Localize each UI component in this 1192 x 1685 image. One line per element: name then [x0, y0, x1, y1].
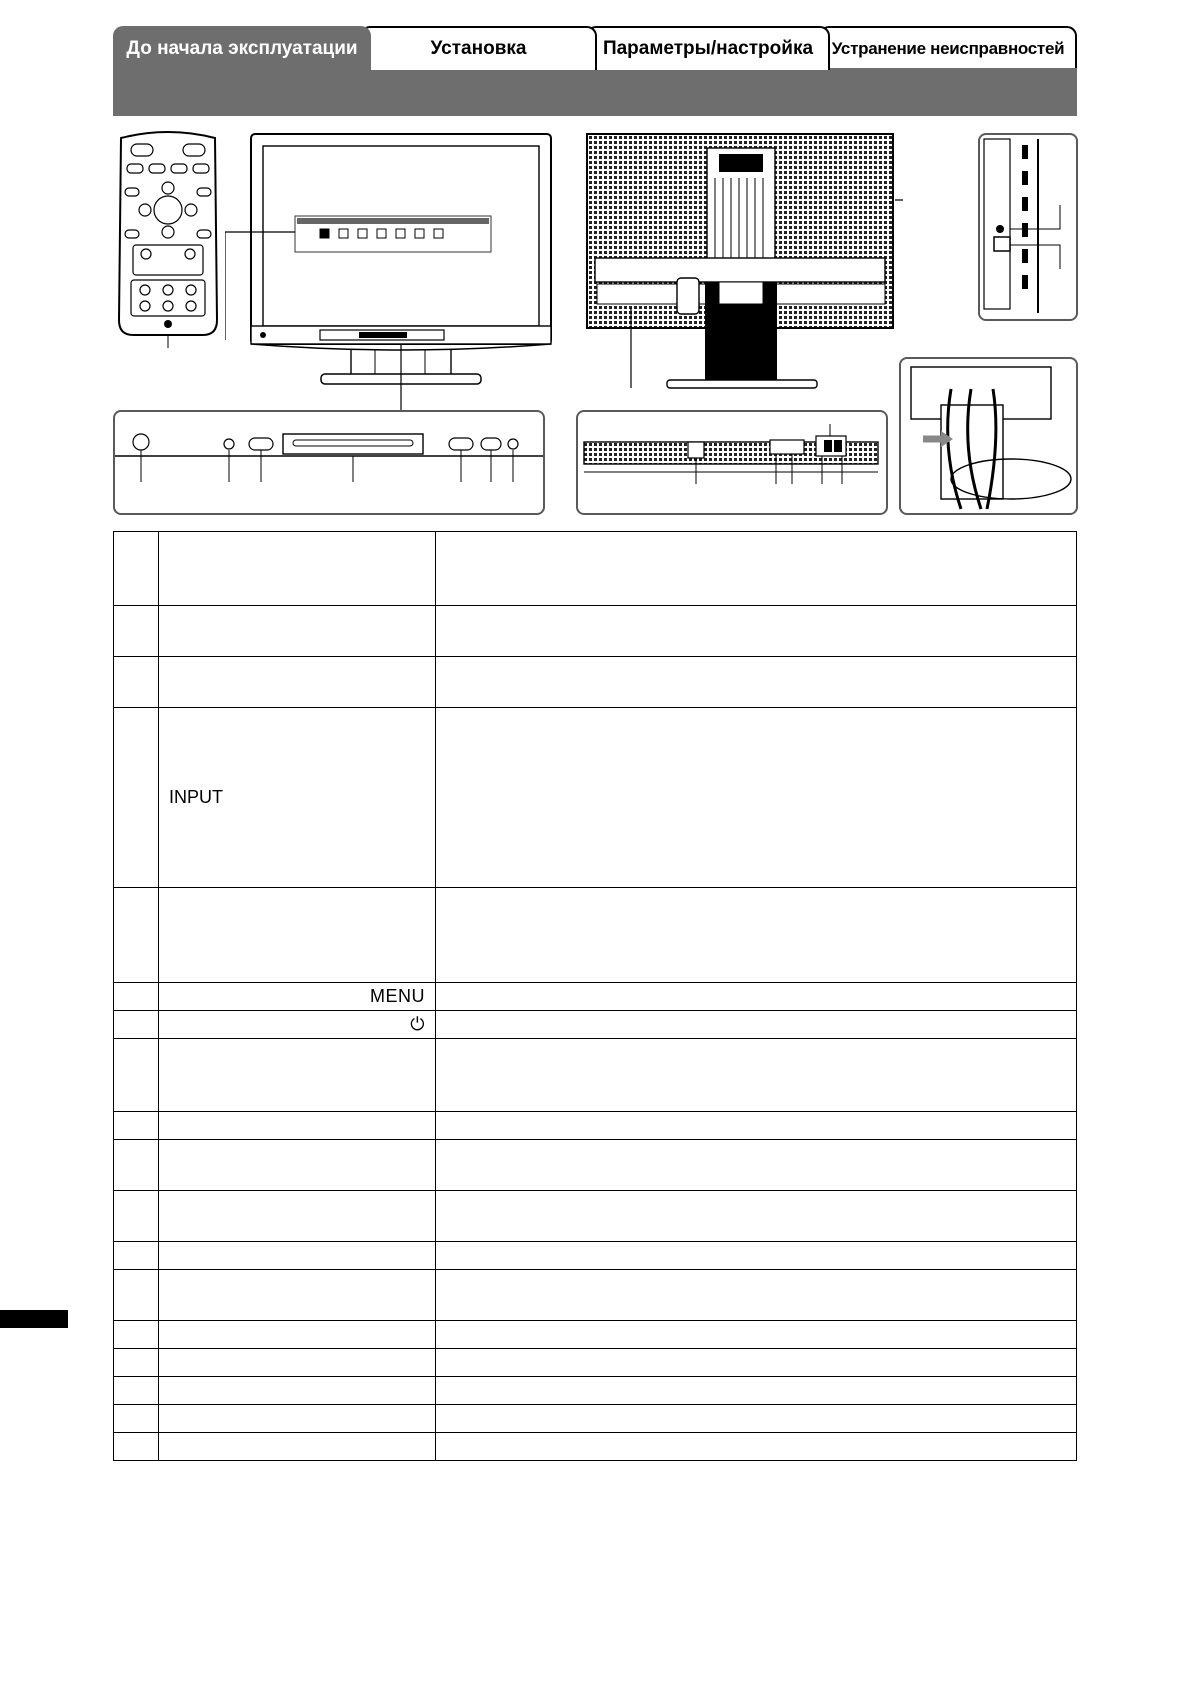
part-name-cell	[159, 1377, 436, 1405]
row-number-cell	[114, 1191, 159, 1242]
parts-table	[113, 531, 1077, 1461]
section-tabs	[113, 0, 1077, 70]
part-name-cell	[159, 1112, 436, 1140]
row-number-cell	[114, 1039, 159, 1112]
table-row	[114, 1377, 1077, 1405]
part-desc-cell	[436, 532, 1077, 606]
row-number-cell	[114, 606, 159, 657]
part-name-cell	[159, 1140, 436, 1191]
monitor-front-illustration	[225, 130, 555, 410]
part-desc-cell	[436, 1349, 1077, 1377]
part-desc-cell	[436, 1039, 1077, 1112]
row-number-cell	[114, 1405, 159, 1433]
row-number-cell	[114, 1140, 159, 1191]
part-desc-cell	[436, 1377, 1077, 1405]
row-number-cell	[114, 532, 159, 606]
part-name-cell	[159, 1270, 436, 1321]
part-name-cell	[159, 1011, 436, 1039]
part-desc-cell	[436, 657, 1077, 708]
part-name-input: INPUT	[169, 787, 223, 807]
row-number-cell	[114, 888, 159, 983]
remote-control-illustration	[113, 130, 223, 350]
chapter-side-marker	[0, 1310, 68, 1328]
table-row	[114, 1191, 1077, 1242]
part-name-cell	[159, 1191, 436, 1242]
section-header-bar	[113, 68, 1077, 116]
table-row	[114, 1349, 1077, 1377]
tab-installation[interactable]: Установка	[360, 26, 597, 70]
table-row	[114, 1112, 1077, 1140]
part-name-cell	[159, 1039, 436, 1112]
table-row	[114, 1039, 1077, 1112]
row-number-cell	[114, 1349, 159, 1377]
part-desc-cell	[436, 1321, 1077, 1349]
part-desc-cell	[436, 983, 1077, 1011]
table-row	[114, 1242, 1077, 1270]
table-row	[114, 983, 1077, 1011]
row-number-cell	[114, 657, 159, 708]
front-controls-illustration	[115, 412, 543, 513]
tab-troubleshooting[interactable]: Устранение неисправностей	[819, 26, 1077, 70]
table-row	[114, 1011, 1077, 1039]
part-desc-cell	[436, 1270, 1077, 1321]
row-number-cell	[114, 1433, 159, 1461]
table-row	[114, 606, 1077, 657]
tab-settings[interactable]: Параметры/настройка	[586, 26, 830, 70]
part-name-cell	[159, 1405, 436, 1433]
part-name-cell	[159, 983, 436, 1011]
part-desc-cell	[436, 1011, 1077, 1039]
part-name-cell	[159, 1321, 436, 1349]
part-desc-cell	[436, 1433, 1077, 1461]
part-name-cell	[159, 1433, 436, 1461]
table-row	[114, 1321, 1077, 1349]
part-desc-cell	[436, 606, 1077, 657]
row-number-cell	[114, 983, 159, 1011]
row-number-cell	[114, 1377, 159, 1405]
row-number-cell	[114, 708, 159, 888]
table-row	[114, 708, 1077, 888]
menu-symbol: MENU	[370, 986, 425, 1006]
row-number-cell	[114, 1242, 159, 1270]
side-port-detail-illustration	[980, 135, 1076, 319]
tab-before-use[interactable]: До начала эксплуатации	[113, 26, 371, 70]
part-name-cell	[159, 657, 436, 708]
part-desc-cell	[436, 1242, 1077, 1270]
part-desc-cell	[436, 708, 1077, 888]
part-desc-cell	[436, 1405, 1077, 1433]
table-row	[114, 1433, 1077, 1461]
part-desc-cell	[436, 1140, 1077, 1191]
row-number-cell	[114, 1270, 159, 1321]
row-number-cell	[114, 1321, 159, 1349]
part-name-cell	[159, 606, 436, 657]
part-name-cell	[159, 1242, 436, 1270]
table-row	[114, 1270, 1077, 1321]
part-desc-cell	[436, 1191, 1077, 1242]
monitor-rear-illustration	[583, 130, 903, 390]
table-row	[114, 532, 1077, 606]
row-number-cell	[114, 1011, 159, 1039]
power-icon: ⏻	[410, 1014, 425, 1034]
row-number-cell	[114, 1112, 159, 1140]
part-name-cell	[159, 888, 436, 983]
table-row	[114, 1405, 1077, 1433]
cable-holder-illustration	[901, 359, 1076, 513]
table-row	[114, 657, 1077, 708]
rear-connectors-illustration	[578, 412, 886, 513]
table-row	[114, 888, 1077, 983]
part-name-cell	[159, 532, 436, 606]
table-row	[114, 1140, 1077, 1191]
part-name-cell	[159, 1349, 436, 1377]
part-name-cell	[159, 708, 436, 888]
part-desc-cell	[436, 888, 1077, 983]
part-desc-cell	[436, 1112, 1077, 1140]
